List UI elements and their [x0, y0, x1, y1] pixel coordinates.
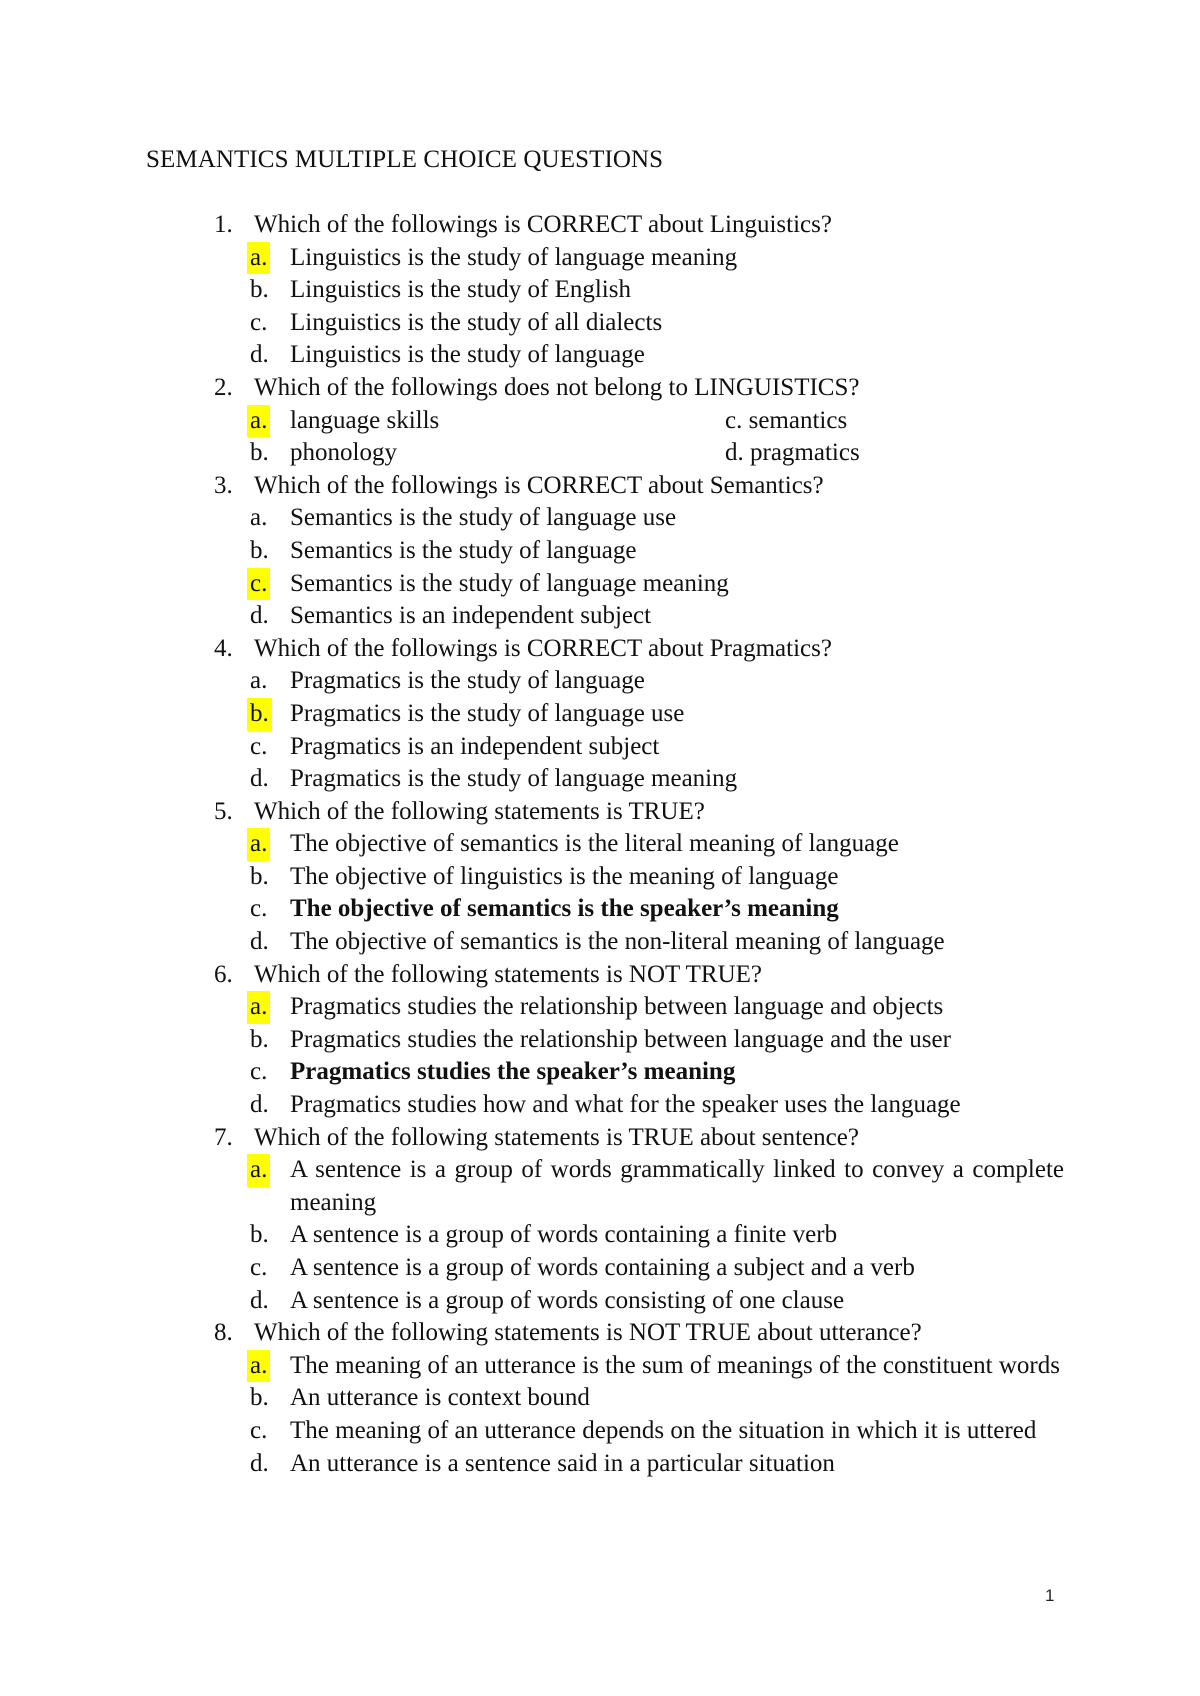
question-text: Which of the followings does not belong to LINGUISTICS? [254, 373, 860, 401]
option-5d [214, 926, 1064, 959]
option-label-highlighted: a. [247, 1154, 270, 1187]
option-label: b. [250, 862, 269, 890]
option-text: A sentence is a group of words consisting of one clause [290, 1286, 845, 1314]
option-text: Semantics is the study of language [290, 536, 637, 564]
option-text: Pragmatics studies the relationship between language and objects [290, 993, 944, 1021]
option-label: a. [250, 504, 268, 532]
question-text: Which of the followings is CORRECT about Pragmatics? [254, 634, 832, 662]
option-label: c. [250, 1058, 268, 1086]
option-label: b. [250, 1221, 269, 1249]
option-text: A sentence is a group of words grammatically linked to convey a complete meaning [290, 1156, 1064, 1216]
option-3c [214, 568, 1064, 601]
option-3d [214, 600, 1064, 633]
option-3a [214, 502, 1064, 535]
option-label: b. [250, 1384, 269, 1412]
question-5 [214, 796, 1064, 829]
option-2a [214, 405, 725, 438]
option-1b [214, 274, 1064, 307]
question-text: Which of the following statements is NOT TRUE about utterance? [254, 1319, 922, 1347]
option-label-highlighted: a. [247, 828, 270, 861]
question-number: 5. [214, 797, 233, 825]
question-1 [214, 209, 1064, 242]
option-2d [725, 437, 860, 470]
option-text: Linguistics is the study of all dialects [290, 308, 663, 336]
option-4a [214, 665, 1064, 698]
option-text: d. pragmatics [725, 439, 860, 467]
option-8d [214, 1448, 1064, 1481]
question-2 [214, 372, 1064, 405]
option-5a [214, 828, 1064, 861]
question-8 [214, 1317, 1064, 1350]
option-row-2-bd [214, 437, 1064, 470]
option-4c [214, 731, 1064, 764]
page-title: SEMANTICS MULTIPLE CHOICE QUESTIONS [146, 146, 664, 173]
option-label-highlighted: a. [247, 1350, 270, 1383]
option-label: c. [250, 1416, 268, 1444]
option-6c [214, 1056, 1064, 1089]
option-7b [214, 1219, 1064, 1252]
option-text: Pragmatics studies how and what for the speaker uses the language [290, 1091, 961, 1119]
option-label: b. [250, 439, 269, 467]
option-text-bold: The objective of semantics is the speaker’s meaning [290, 895, 839, 923]
option-8c [214, 1415, 1064, 1448]
question-6 [214, 959, 1064, 992]
option-7a [214, 1154, 1064, 1219]
question-number: 2. [214, 373, 233, 401]
question-7 [214, 1122, 1064, 1155]
option-text: Pragmatics is the study of language [290, 667, 645, 695]
option-6d [214, 1089, 1064, 1122]
option-text: Semantics is an independent subject [290, 602, 652, 630]
option-5c [214, 893, 1064, 926]
option-6b [214, 1024, 1064, 1057]
option-text: A sentence is a group of words containing a finite verb [290, 1221, 838, 1249]
option-4b [214, 698, 1064, 731]
option-label: b. [250, 1025, 269, 1053]
option-8b [214, 1382, 1064, 1415]
question-number: 3. [214, 471, 233, 499]
question-text: Which of the followings is CORRECT about Semantics? [254, 471, 824, 499]
option-8a [214, 1350, 1064, 1383]
option-7d [214, 1285, 1064, 1318]
option-text-bold: Pragmatics studies the speaker’s meaning [290, 1058, 736, 1086]
option-3b [214, 535, 1064, 568]
question-text: Which of the following statements is TRUE about sentence? [254, 1123, 859, 1151]
page-number: 1 [1045, 1586, 1055, 1605]
option-4d [214, 763, 1064, 796]
question-number: 4. [214, 634, 233, 662]
option-text: Pragmatics studies the relationship between language and the user [290, 1025, 951, 1053]
option-1d [214, 339, 1064, 372]
option-text: Semantics is the study of language meaning [290, 569, 729, 597]
option-row-2-ac [214, 405, 1064, 438]
question-4 [214, 633, 1064, 666]
question-number: 1. [214, 211, 233, 238]
option-label: c. [250, 308, 268, 336]
option-text: Linguistics is the study of English [290, 276, 631, 304]
question-3 [214, 470, 1064, 503]
option-label: b. [250, 536, 269, 564]
option-5b [214, 861, 1064, 894]
option-label-highlighted: c. [247, 568, 270, 601]
option-label-highlighted: a. [247, 991, 270, 1024]
option-text: Semantics is the study of language use [290, 504, 677, 532]
option-label: a. [250, 667, 268, 695]
question-list [214, 209, 1064, 1480]
option-label: b. [250, 276, 269, 304]
option-label-highlighted: b. [247, 698, 272, 731]
option-text: Linguistics is the study of language meaning [290, 243, 738, 271]
option-6a [214, 991, 1064, 1024]
question-number: 6. [214, 960, 233, 988]
option-label: c. [250, 1254, 268, 1281]
question-number: 8. [214, 1319, 233, 1347]
option-label: d. [250, 341, 269, 369]
question-text: Which of the following statements is TRUE? [254, 797, 705, 825]
option-text: phonology [290, 439, 397, 467]
option-text: The objective of linguistics is the meaning of language [290, 862, 839, 890]
option-1c [214, 307, 1064, 340]
option-label: d. [250, 1286, 269, 1314]
option-label: d. [250, 765, 269, 793]
option-2b [214, 437, 725, 470]
option-2c [725, 405, 847, 438]
option-text: The objective of semantics is the literal meaning of language [290, 830, 899, 858]
option-text: A sentence is a group of words containing a subject and a verb [290, 1254, 915, 1281]
option-text: c. semantics [725, 406, 848, 434]
option-label: c. [250, 895, 268, 923]
question-text: Which of the followings is CORRECT about Linguistics? [254, 211, 832, 238]
option-text: Pragmatics is the study of language meaning [290, 765, 738, 793]
option-text: The meaning of an utterance depends on the situation in which it is uttered [290, 1416, 1037, 1444]
option-label: c. [250, 732, 268, 760]
option-text: An utterance is context bound [290, 1384, 590, 1412]
option-text: Pragmatics is the study of language use [290, 699, 685, 727]
option-label-highlighted: a. [247, 242, 270, 275]
option-text: Linguistics is the study of language [290, 341, 645, 369]
option-text: The meaning of an utterance is the sum of meanings of the constituent words [290, 1351, 1060, 1379]
option-text: language skills [290, 406, 440, 434]
option-label: d. [250, 602, 269, 630]
option-text: An utterance is a sentence said in a particular situation [290, 1449, 835, 1477]
option-label: d. [250, 928, 269, 956]
option-7c [214, 1252, 1064, 1285]
option-label-highlighted: a. [247, 405, 270, 438]
option-label: d. [250, 1449, 269, 1477]
question-text: Which of the following statements is NOT TRUE? [254, 960, 763, 988]
option-text: The objective of semantics is the non-literal meaning of language [290, 928, 945, 956]
option-1a [214, 242, 1064, 275]
option-label: d. [250, 1091, 269, 1119]
question-number: 7. [214, 1123, 233, 1151]
option-text: Pragmatics is an independent subject [290, 732, 660, 760]
